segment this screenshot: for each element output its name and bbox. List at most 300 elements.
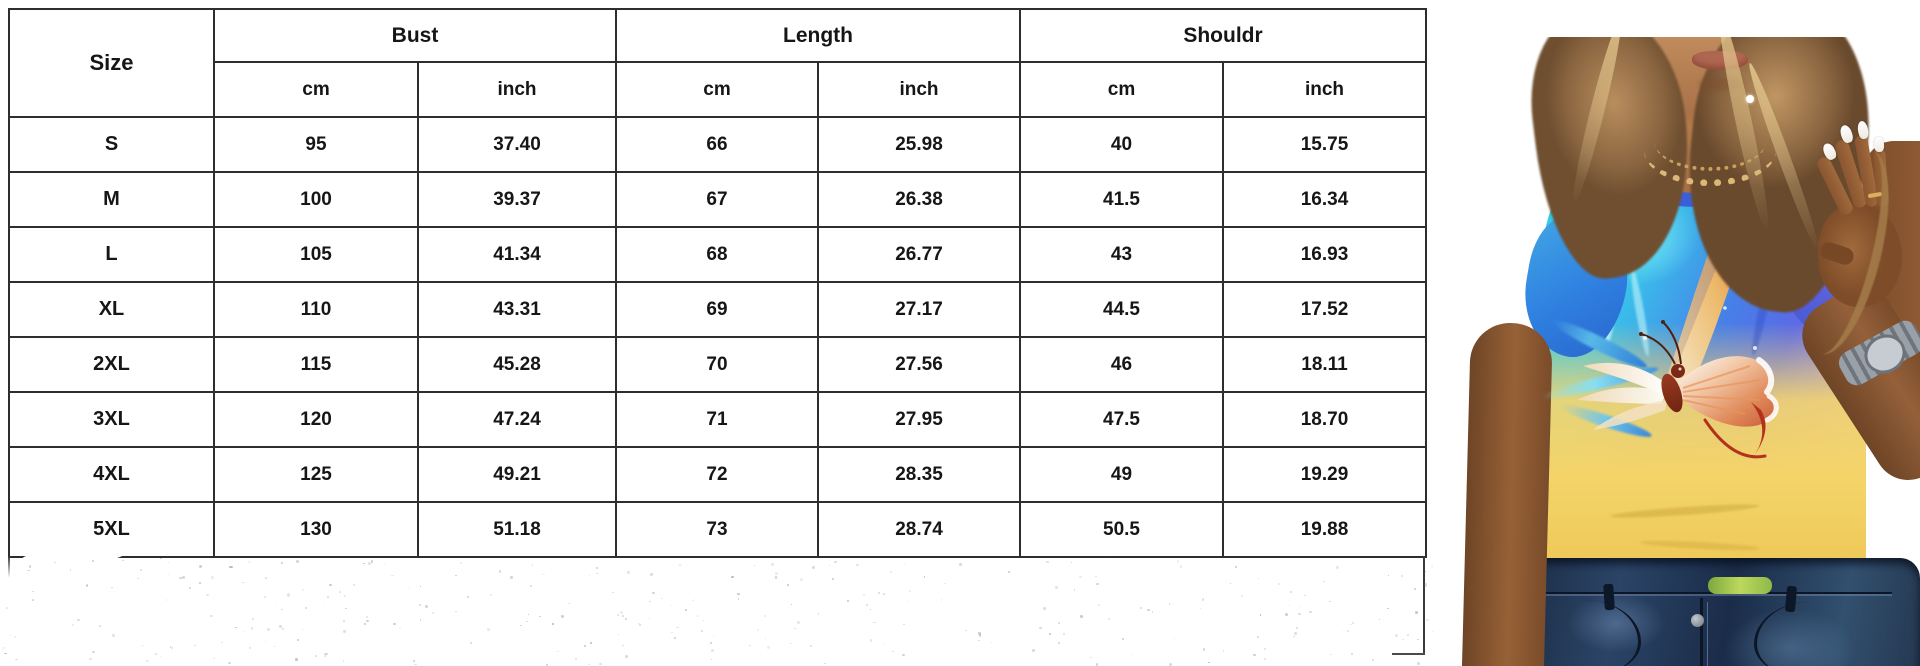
noise-speckle: [32, 599, 34, 601]
noise-speckle: [364, 623, 366, 626]
noise-speckle: [650, 573, 653, 576]
noise-speckle: [235, 627, 237, 629]
noise-speckle: [866, 604, 869, 606]
measurement-cell: 17.52: [1223, 282, 1426, 337]
noise-speckle: [199, 582, 201, 584]
noise-speckle: [265, 577, 267, 579]
noise-speckle: [661, 598, 663, 599]
noise-speckle: [1415, 611, 1418, 614]
noise-speckle: [296, 560, 299, 563]
noise-speckle: [1264, 648, 1266, 649]
noise-speckle: [1401, 575, 1404, 577]
noise-speckle: [824, 663, 825, 664]
noise-speckle: [625, 655, 628, 657]
noise-speckle: [1424, 583, 1427, 587]
noise-speckle: [302, 629, 303, 630]
noise-speckle: [15, 659, 17, 660]
size-cell: 4XL: [9, 447, 214, 502]
noise-speckle: [978, 640, 980, 641]
noise-speckle: [194, 645, 196, 646]
noise-speckle: [371, 560, 374, 563]
noise-speckle: [295, 658, 298, 661]
noise-speckle: [1257, 636, 1259, 638]
noise-speckle: [1071, 562, 1072, 563]
noise-speckle: [618, 634, 619, 635]
noise-speckle: [965, 630, 967, 632]
noise-speckle: [622, 615, 624, 617]
noise-speckle: [692, 600, 694, 601]
noise-speckle: [92, 560, 94, 561]
noise-speckle: [77, 619, 79, 621]
noise-speckle: [764, 615, 766, 616]
noise-speckle: [812, 566, 815, 569]
measurement-cell: 115: [214, 337, 418, 392]
measurement-cell: 105: [214, 227, 418, 282]
noise-speckle: [228, 662, 231, 664]
noise-speckle: [561, 615, 564, 618]
noise-speckle: [526, 621, 528, 622]
noise-speckle: [1431, 566, 1433, 567]
noise-speckle: [399, 628, 401, 629]
noise-speckle: [863, 594, 865, 596]
header-unit-row: [9, 62, 1426, 117]
noise-speckle: [685, 609, 687, 611]
noise-speckle: [649, 601, 650, 602]
noise-speckle: [584, 645, 586, 647]
noise-speckle: [1230, 583, 1231, 584]
table-row: [9, 172, 1426, 227]
noise-speckle: [242, 582, 243, 584]
noise-speckle: [146, 660, 148, 662]
noise-speckle: [345, 608, 347, 610]
noise-speckle: [1039, 627, 1042, 629]
noise-speckle: [171, 647, 173, 649]
noise-speckle: [622, 645, 624, 646]
noise-speckle: [1350, 624, 1352, 625]
noise-speckle: [168, 562, 169, 563]
noise-speckle: [1304, 595, 1306, 596]
noise-band: [0, 548, 1445, 666]
noise-speckle: [168, 574, 170, 576]
noise-speckle: [54, 562, 56, 563]
noise-speckle: [552, 623, 554, 625]
noise-speckle: [14, 636, 16, 639]
noise-speckle: [470, 642, 472, 644]
noise-speckle: [1058, 622, 1060, 623]
noise-speckle: [199, 565, 202, 568]
noise-speckle: [244, 631, 246, 632]
noise-speckle: [1264, 658, 1266, 660]
noise-speckle: [265, 641, 266, 642]
measurement-cell: 28.74: [818, 502, 1020, 557]
noise-speckle: [460, 562, 462, 564]
noise-speckle: [557, 651, 559, 652]
noise-speckle: [213, 658, 214, 659]
noise-speckle: [99, 625, 101, 627]
noise-speckle: [1293, 636, 1294, 637]
noise-speckle: [274, 646, 275, 647]
noise-speckle: [711, 659, 712, 660]
noise-speckle: [29, 565, 31, 568]
noise-speckle: [890, 571, 892, 573]
noise-speckle: [1336, 566, 1339, 570]
noise-speckle: [1294, 632, 1297, 635]
noise-speckle: [1177, 560, 1180, 563]
noise-speckle: [546, 664, 549, 666]
noise-speckle: [771, 563, 774, 566]
measurement-cell: 41.5: [1020, 172, 1223, 227]
measurement-cell: 40: [1020, 117, 1223, 172]
noise-speckle: [738, 598, 739, 600]
jeans: [1486, 558, 1920, 666]
noise-speckle: [170, 658, 171, 659]
noise-speckle: [393, 623, 396, 625]
size-cell: 5XL: [9, 502, 214, 557]
size-chart-table: [8, 8, 1427, 558]
jeans-fly-seam: [1700, 598, 1703, 666]
noise-speckle: [455, 611, 457, 612]
noise-speckle: [1417, 639, 1419, 641]
measurement-cell: 130: [214, 502, 418, 557]
shoulder-cm-header: cm: [1020, 62, 1223, 117]
measurement-cell: 72: [616, 447, 818, 502]
noise-speckle: [315, 655, 316, 657]
noise-speckle: [904, 564, 906, 565]
noise-speckle: [711, 649, 714, 652]
noise-speckle: [765, 638, 767, 639]
noise-speckle: [1096, 583, 1099, 585]
noise-speckle: [281, 609, 283, 611]
size-cell: L: [9, 227, 214, 282]
noise-speckle: [870, 639, 872, 642]
measurement-cell: 43: [1020, 227, 1223, 282]
noise-speckle: [327, 596, 329, 598]
measurement-cell: 18.70: [1223, 392, 1426, 447]
noise-speckle: [1288, 605, 1289, 606]
noise-speckle: [794, 628, 796, 629]
noise-speckle: [832, 578, 834, 580]
noise-speckle: [787, 584, 789, 586]
noise-speckle: [775, 576, 778, 578]
shoulder-inch-header: inch: [1223, 62, 1426, 117]
noise-speckle: [324, 655, 326, 657]
noise-speckle: [419, 604, 421, 606]
noise-speckle: [155, 653, 157, 655]
noise-speckle: [1202, 598, 1204, 601]
measurement-cell: 25.98: [818, 117, 1020, 172]
jeans-button: [1691, 614, 1704, 627]
noise-speckle: [834, 561, 836, 562]
noise-speckle: [363, 563, 365, 564]
noise-speckle: [112, 634, 115, 637]
noise-speckle: [4, 653, 7, 655]
noise-speckle: [1300, 606, 1301, 607]
noise-speckle: [32, 591, 34, 592]
noise-speckle: [50, 613, 51, 614]
noise-speckle: [991, 642, 992, 643]
noise-speckle: [229, 562, 230, 563]
measurement-cell: 47.24: [418, 392, 616, 447]
noise-speckle: [979, 634, 981, 637]
header-group-row: [9, 9, 1426, 62]
measurement-cell: 44.5: [1020, 282, 1223, 337]
measurement-cell: 18.11: [1223, 337, 1426, 392]
measurement-cell: 19.88: [1223, 502, 1426, 557]
measurement-cell: 95: [214, 117, 418, 172]
noise-speckle: [1352, 622, 1354, 624]
measurement-cell: 50.5: [1020, 502, 1223, 557]
noise-speckle: [432, 612, 434, 614]
noise-speckle: [467, 596, 469, 598]
noise-speckle: [425, 605, 428, 608]
noise-speckle: [6, 607, 9, 610]
noise-speckle: [1290, 591, 1292, 593]
noise-speckle: [590, 642, 593, 645]
table-row: [9, 337, 1426, 392]
noise-speckle: [414, 664, 416, 666]
noise-speckle: [1296, 627, 1298, 629]
table-row: [9, 282, 1426, 337]
fingernail: [1873, 137, 1884, 153]
shirt-hem-sliver: [1708, 577, 1772, 594]
table-row: [9, 392, 1426, 447]
noise-speckle: [420, 586, 422, 587]
jeans-left-pocket: [1546, 600, 1641, 666]
noise-speckle: [344, 595, 346, 597]
table-row: [9, 227, 1426, 282]
noise-speckle: [1309, 611, 1312, 613]
product-photo: [1440, 0, 1920, 666]
noise-speckle: [282, 628, 284, 630]
noise-speckle: [676, 627, 679, 629]
length-inch-header: inch: [818, 62, 1020, 117]
measurement-cell: 125: [214, 447, 418, 502]
noise-speckle: [800, 578, 803, 581]
noise-speckle: [267, 628, 270, 632]
noise-speckle: [892, 651, 893, 652]
noise-speckle: [287, 593, 290, 596]
measurement-cell: 27.95: [818, 392, 1020, 447]
noise-speckle: [92, 651, 95, 653]
noise-speckle: [599, 663, 602, 664]
noise-speckle: [281, 562, 283, 563]
noise-speckle: [1387, 608, 1389, 609]
noise-speckle: [206, 594, 209, 597]
noise-speckle: [802, 588, 803, 589]
noise-speckle: [510, 576, 512, 578]
noise-speckle: [818, 613, 819, 615]
noise-speckle: [339, 591, 341, 593]
noise-speckle: [1432, 631, 1434, 632]
noise-speckle: [542, 574, 545, 576]
jeans-waist-seam: [1514, 592, 1892, 594]
noise-speckle: [532, 564, 534, 566]
noise-speckle: [329, 584, 332, 586]
noise-speckle: [409, 588, 410, 589]
noise-speckle: [924, 576, 925, 578]
noise-speckle: [847, 600, 849, 601]
measurement-cell: 39.37: [418, 172, 616, 227]
noise-speckle: [251, 627, 253, 630]
noise-speckle: [539, 616, 540, 617]
model-lips: [1692, 51, 1748, 70]
noise-speckle: [1043, 607, 1046, 610]
measurement-cell: 68: [616, 227, 818, 282]
measurement-cell: 45.28: [418, 337, 616, 392]
measurement-cell: 28.35: [818, 447, 1020, 502]
pearl-earring: [1746, 95, 1754, 103]
noise-speckle: [791, 604, 792, 605]
noise-speckle: [701, 630, 703, 632]
size-chart-header: [9, 9, 1426, 117]
noise-speckle: [140, 569, 142, 571]
noise-speckle: [166, 599, 168, 601]
noise-speckle: [902, 654, 905, 656]
noise-speckle: [1049, 633, 1051, 634]
noise-speckle: [1330, 654, 1331, 655]
noise-speckle: [1152, 611, 1153, 612]
shoulder-group-header: Shouldr: [1020, 9, 1426, 62]
measurement-cell: 37.40: [418, 117, 616, 172]
noise-speckle: [297, 639, 299, 640]
noise-speckle: [366, 616, 368, 618]
noise-speckle: [737, 593, 740, 595]
model-left-arm: [1461, 322, 1553, 666]
noise-speckle: [1122, 638, 1124, 640]
table-row: [9, 447, 1426, 502]
noise-speckle: [870, 609, 871, 610]
noise-speckle: [679, 564, 681, 566]
noise-speckle: [649, 618, 650, 619]
measurement-cell: 51.18: [418, 502, 616, 557]
noise-speckle: [160, 656, 161, 657]
noise-speckle: [713, 636, 714, 637]
noise-speckle: [1055, 586, 1058, 588]
noise-speckle: [588, 664, 589, 665]
noise-speckle: [797, 621, 800, 624]
noise-speckle: [1223, 650, 1224, 651]
measurement-cell: 67: [616, 172, 818, 227]
noise-speckle: [323, 602, 324, 603]
noise-speckle: [1008, 571, 1011, 573]
noise-speckle: [111, 587, 113, 588]
noise-speckle: [694, 599, 695, 600]
noise-speckle: [596, 567, 599, 569]
noise-speckle: [1372, 659, 1375, 661]
measurement-cell: 26.38: [818, 172, 1020, 227]
noise-speckle: [487, 628, 490, 631]
noise-speckle: [182, 576, 185, 579]
measurement-cell: 27.56: [818, 337, 1020, 392]
noise-speckle: [1147, 609, 1150, 611]
measurement-cell: 47.5: [1020, 392, 1223, 447]
noise-speckle: [883, 593, 885, 595]
measurement-cell: 100: [214, 172, 418, 227]
noise-speckle: [1426, 619, 1429, 622]
noise-speckle: [252, 618, 254, 620]
noise-speckle: [413, 660, 415, 662]
noise-speckle: [1379, 619, 1381, 620]
noise-speckle: [620, 611, 623, 614]
noise-speckle: [909, 590, 911, 592]
noise-speckle: [528, 614, 529, 615]
noise-speckle: [343, 660, 345, 662]
measurement-cell: 46: [1020, 337, 1223, 392]
noise-speckle: [878, 592, 880, 594]
noise-speckle: [490, 594, 492, 597]
bust-cm-header: cm: [214, 62, 418, 117]
noise-speckle: [72, 624, 74, 626]
length-cm-header: cm: [616, 62, 818, 117]
noise-speckle: [1058, 642, 1060, 644]
noise-speckle: [884, 643, 885, 644]
noise-speckle: [1173, 638, 1175, 639]
noise-speckle: [221, 642, 223, 643]
noise-speckle: [944, 583, 945, 584]
noise-speckle: [137, 578, 138, 579]
product-photo-content: [1440, 37, 1920, 666]
noise-speckle: [617, 614, 619, 616]
noise-speckle: [2, 647, 5, 649]
noise-speckle: [767, 646, 769, 648]
noise-speckle: [639, 624, 641, 626]
noise-speckle: [1241, 595, 1243, 597]
noise-speckle: [1046, 561, 1049, 563]
noise-speckle: [1208, 662, 1209, 663]
noise-speckle: [1414, 588, 1416, 589]
noise-speckle: [10, 635, 11, 636]
noise-speckle: [575, 658, 577, 660]
noise-speckle: [302, 589, 305, 591]
noise-speckle: [249, 647, 251, 649]
noise-speckle: [86, 584, 88, 586]
noise-speckle: [1090, 657, 1092, 658]
noise-speckle: [703, 620, 704, 621]
noise-speckle: [276, 604, 277, 605]
noise-speckle: [279, 625, 282, 628]
noise-speckle: [1203, 648, 1205, 651]
noise-speckle: [1395, 634, 1398, 637]
measurement-cell: 73: [616, 502, 818, 557]
measurement-cell: 110: [214, 282, 418, 337]
noise-speckle: [1140, 607, 1142, 608]
noise-speckle: [754, 565, 756, 567]
noise-speckle: [455, 575, 456, 576]
noise-speckle: [671, 605, 673, 606]
noise-speckle: [1258, 578, 1259, 579]
noise-speckle: [248, 561, 251, 563]
noise-speckle: [627, 571, 630, 574]
noise-speckle: [674, 637, 675, 638]
jeans-fly-stitch: [1707, 602, 1708, 666]
noise-speckle: [1298, 613, 1300, 615]
noise-speckle: [189, 587, 191, 589]
noise-speckle: [1278, 583, 1281, 586]
noise-speckle: [142, 645, 143, 646]
noise-speckle: [625, 618, 627, 619]
noise-speckle: [384, 563, 385, 564]
noise-speckle: [757, 629, 759, 631]
measurement-cell: 27.17: [818, 282, 1020, 337]
measurement-cell: 69: [616, 282, 818, 337]
noise-speckle: [749, 645, 750, 646]
measurement-cell: 41.34: [418, 227, 616, 282]
measurement-cell: 49.21: [418, 447, 616, 502]
noise-speckle: [1180, 565, 1183, 568]
noise-speckle: [1260, 614, 1262, 616]
noise-speckle: [1285, 613, 1288, 616]
noise-speckle: [959, 563, 962, 566]
